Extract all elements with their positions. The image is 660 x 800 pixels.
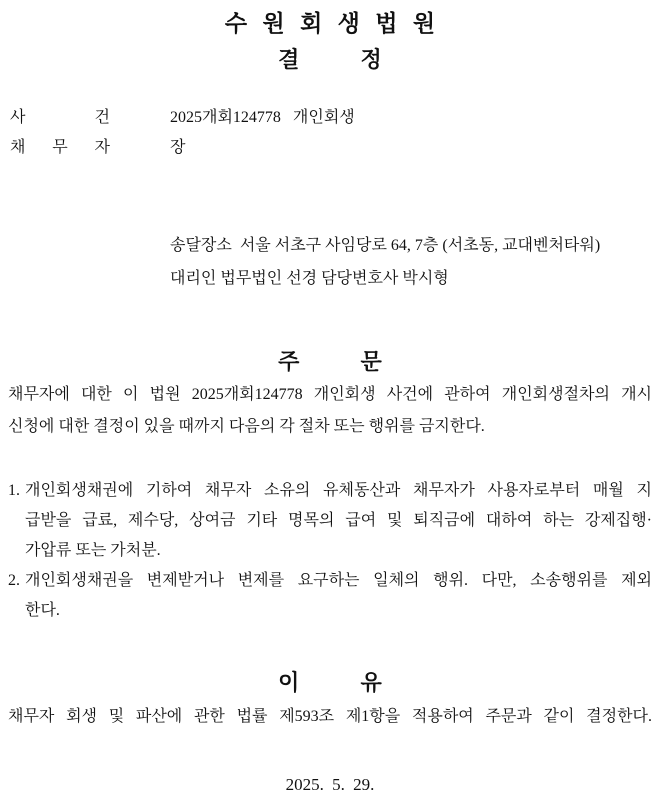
case-number-value: 2025개회124778 개인회생 — [170, 109, 355, 126]
item-1-line-3: 가압류 또는 가처분. — [25, 542, 161, 559]
order-list — [8, 476, 652, 626]
order-item-2 — [8, 566, 652, 626]
service-address-line: 송달장소 서울 서초구 사임당로 64, 7층 (서초동, 교대벤처타워) — [170, 237, 601, 254]
item-1-line-1: 개인회생채권에 기하여 채무자 소유의 유체동산과 채무자가 사용자로부터 매월 지 — [25, 482, 652, 499]
item-2-line-2: 한다. — [25, 602, 60, 619]
reason-text: 채무자 회생 및 파산에 관한 법률 제593조 제1항을 적용하여 주문과 같이 결정한다. — [8, 708, 652, 725]
reason-section-heading: 이 유 — [278, 670, 382, 695]
item-1-line-2: 급받을 급료, 제수당, 상여금 기타 명목의 급여 및 퇴직금에 대하여 하는 강제집행· — [25, 512, 652, 529]
item-2-text — [25, 566, 652, 626]
document-type-title: 결 정 — [278, 47, 382, 72]
order-paragraph — [8, 379, 652, 443]
case-row — [8, 103, 652, 133]
debtor-label: 채 무 자 — [10, 139, 110, 156]
item-1-text — [25, 476, 652, 566]
party-rows — [8, 103, 652, 163]
order-paragraph-line-2: 신청에 대한 결정이 있을 때까지 다음의 각 절차 또는 행위를 금지한다. — [8, 418, 485, 435]
address-block — [170, 229, 652, 295]
debtor-name-value: 장 — [170, 139, 186, 156]
case-label: 사 건 — [10, 109, 110, 126]
item-2-number: 2. — [8, 572, 20, 589]
item-2-line-1: 개인회생채권을 변제받거나 변제를 요구하는 일체의 행위. 다만, 소송행위를 제외 — [25, 572, 652, 589]
decision-date: 2025. 5. 29. — [285, 775, 375, 794]
order-item-1 — [8, 476, 652, 566]
order-paragraph-line-1: 채무자에 대한 이 법원 2025개회124778 개인회생 사건에 관하여 개인회생절차의 개시 — [8, 386, 652, 403]
court-title: 수 원 회 생 법 원 — [224, 10, 436, 36]
attorney-line: 대리인 법무법인 선경 담당변호사 박시형 — [170, 270, 449, 287]
order-section-heading: 주 문 — [278, 349, 382, 374]
debtor-row — [8, 133, 652, 163]
item-1-number: 1. — [8, 482, 20, 499]
